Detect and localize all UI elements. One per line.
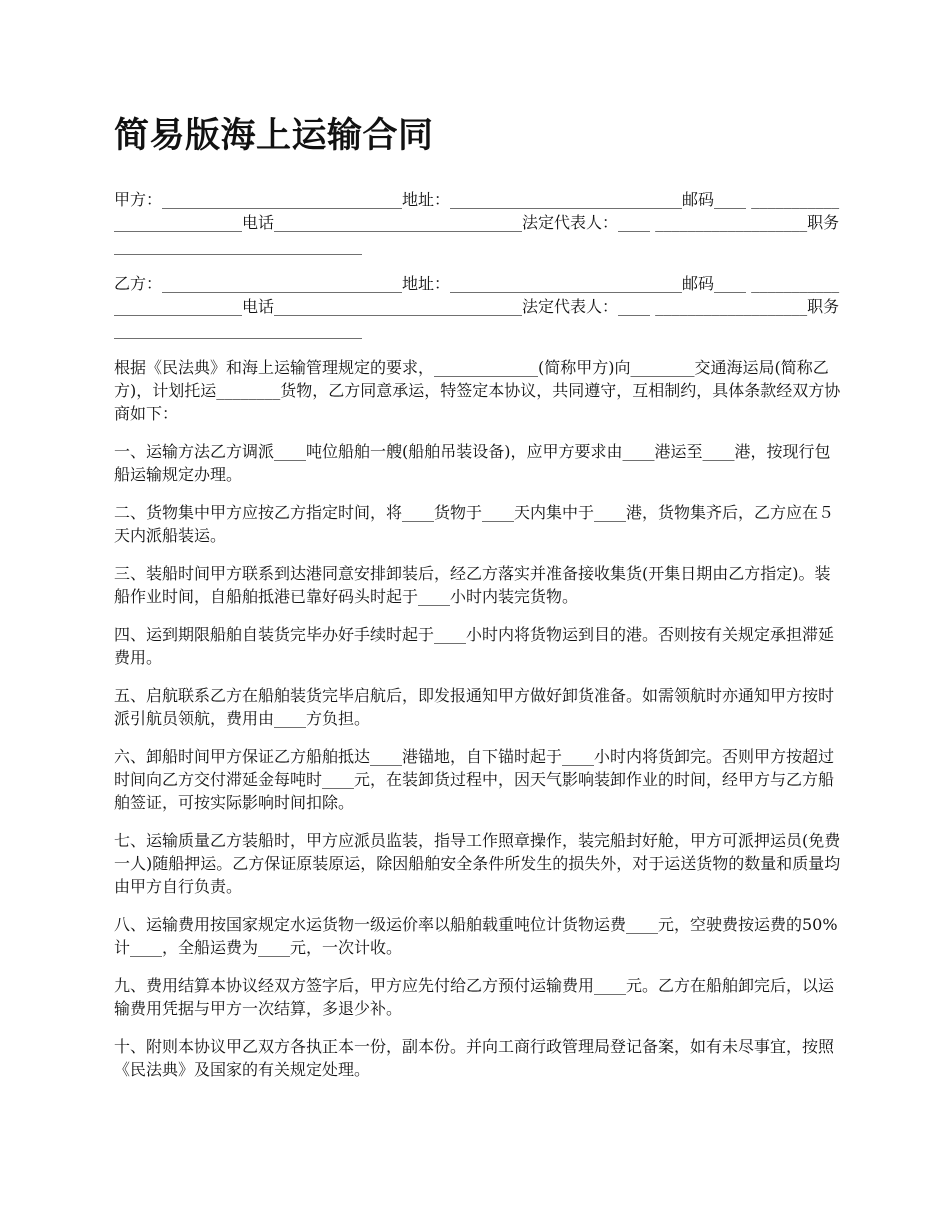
preamble-paragraph: 根据《民法典》和海上运输管理规定的要求，_____________(简称甲方)向________交通海运局(简称乙方)，计划托运________货物，乙方同意承运，特签定本协议，共同遵守，互相制约，具体条款经双方协商如下： bbox=[114, 358, 841, 423]
clause-9-fee-settlement: 九、费用结算本协议经双方签字后，甲方应先付给乙方预付运输费用____元。乙方在船舶卸完后，以运输费用凭据与甲方一次结算，多退少补。 bbox=[114, 976, 835, 1018]
document-page bbox=[114, 112, 844, 1096]
clause-1-transport-method: 一、运输方法乙方调派____吨位船舶一艘(船舶吊装设备)，应甲方要求由____港运至____港，按现行包船运输规定办理。 bbox=[114, 442, 831, 484]
document-title: 简易版海上运输合同 bbox=[114, 115, 434, 156]
clause-8-transport-fees: 八、运输费用按国家规定水运货物一级运价率以船舶载重吨位计货物运费____元，空驶费按运费的50%计____，全船运费为____元，一次计收。 bbox=[114, 915, 838, 957]
clause-7-transport-quality: 七、运输质量乙方装船时，甲方应派员监装，指导工作照章操作，装完船封好舱，甲方可派押运员(免费一人)随船押运。乙方保证原装原运，除因船舶安全条件所发生的损失外，对于运送货物的数量和质量均由甲方自行负责。 bbox=[114, 831, 841, 896]
clause-5-departure-notice: 五、启航联系乙方在船舶装货完毕启航后，即发报通知甲方做好卸货准备。如需领航时亦通知甲方按时派引航员领航，费用由____方负担。 bbox=[114, 686, 835, 728]
party-a-info: 甲方：______________________________地址：_____________________________邮码____ ___________________________电话_______________________________法定代表人：____ ___________________职务_______________________________ bbox=[114, 190, 840, 255]
clause-10-supplementary: 十、附则本协议甲乙双方各执正本一份，副本份。并向工商行政管理局登记备案，如有未尽事宜，按照《民法典》及国家的有关规定处理。 bbox=[114, 1037, 835, 1079]
clause-4-delivery-deadline: 四、运到期限船舶自装货完毕办好手续时起于____小时内将货物运到目的港。否则按有关规定承担滞延费用。 bbox=[114, 625, 835, 667]
clause-6-unloading-time: 六、卸船时间甲方保证乙方船舶抵达____港锚地，自下锚时起于____小时内将货卸完。否则甲方按超过时间向乙方交付滞延金每吨时____元，在装卸货过程中，因天气影响装卸作业的时间，经甲方与乙方船舶签证，可按实际影响时间扣除。 bbox=[114, 747, 835, 812]
party-b-info: 乙方：______________________________地址：_____________________________邮码____ ___________________________电话_______________________________法定代表人：____ ___________________职务_______________________________ bbox=[114, 274, 840, 339]
clause-3-loading-time: 三、装船时间甲方联系到达港同意安排卸装后，经乙方落实并准备接收集货(开集日期由乙方指定)。装船作业时间，自船舶抵港已靠好码头时起于____小时内装完货物。 bbox=[114, 564, 831, 606]
clause-2-cargo-collection: 二、货物集中甲方应按乙方指定时间，将____货物于____天内集中于____港，货物集齐后，乙方应在５天内派船装运。 bbox=[114, 503, 835, 545]
